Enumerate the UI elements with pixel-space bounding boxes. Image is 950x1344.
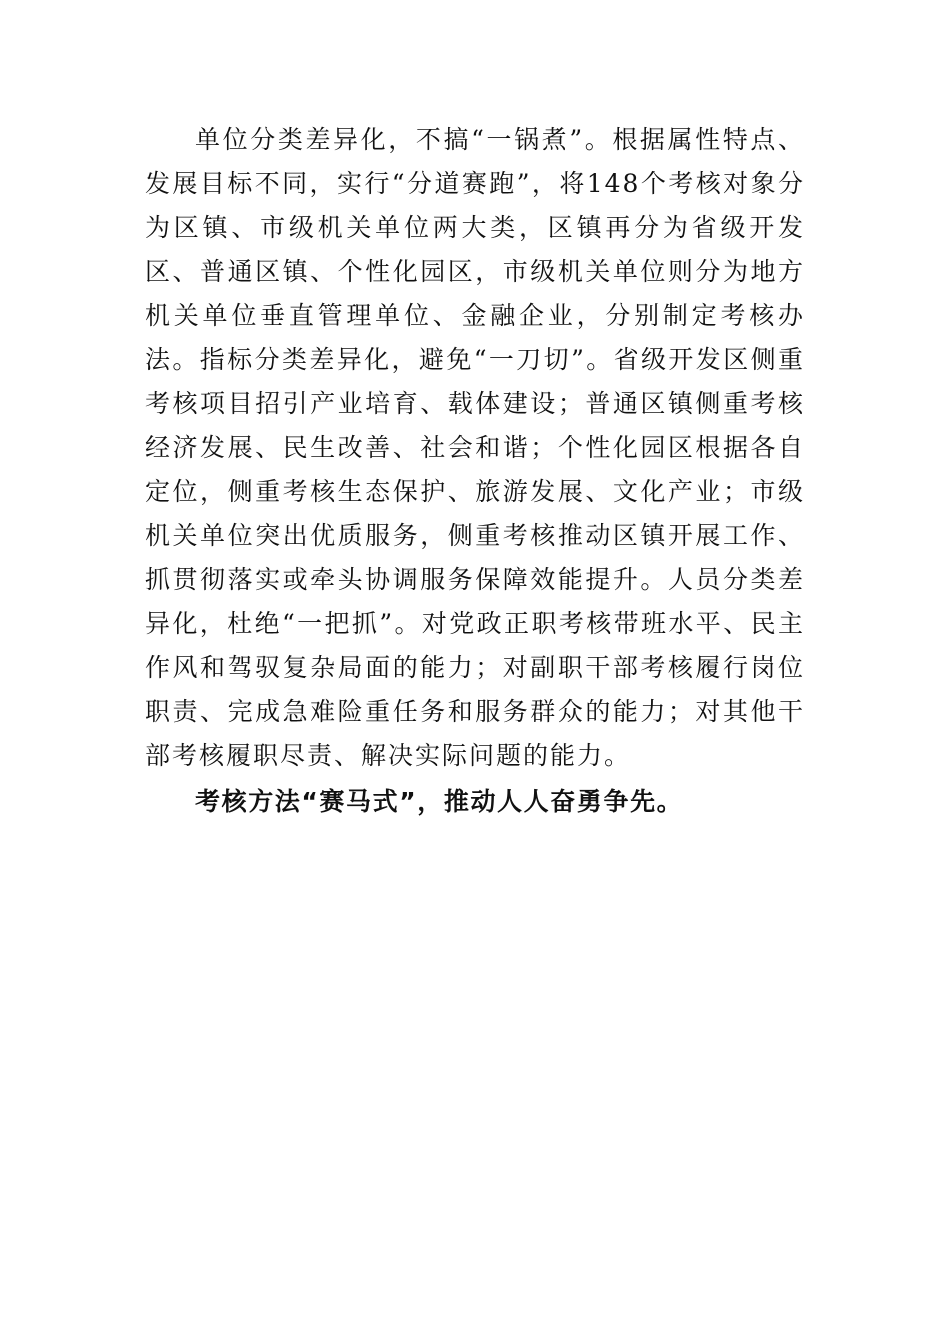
document-body [145, 118, 805, 824]
section-heading: 考核方法“赛马式”，推动人人奋勇争先。 [195, 787, 684, 816]
body-paragraph: 单位分类差异化，不搞“一锅煮”。根据属性特点、发展目标不同，实行“分道赛跑”，将148个考核对象分为区镇、市级机关单位两大类，区镇再分为省级开发区、普通区镇、个性化园区，市级机关单位则分为地方机关单位垂直管理单位、金融企业，分别制定考核办法。指标分类差异化，避免“一刀切”。省级开发区侧重考核项目招引产业培育、载体建设；普通区镇侧重考核经济发展、民生改善、社会和谐；个性化园区根据各自定位，侧重考核生态保护、旅游发展、文化产业；市级机关单位突出优质服务，侧重考核推动区镇开展工作、抓贯彻落实或牵头协调服务保障效能提升。人员分类差异化，杜绝“一把抓”。对党政正职考核带班水平、民主作风和驾驭复杂局面的能力；对副职干部考核履行岗位职责、完成急难险重任务和服务群众的能力；对其他干部考核履职尽责、解决实际问题的能力。 [145, 125, 805, 770]
